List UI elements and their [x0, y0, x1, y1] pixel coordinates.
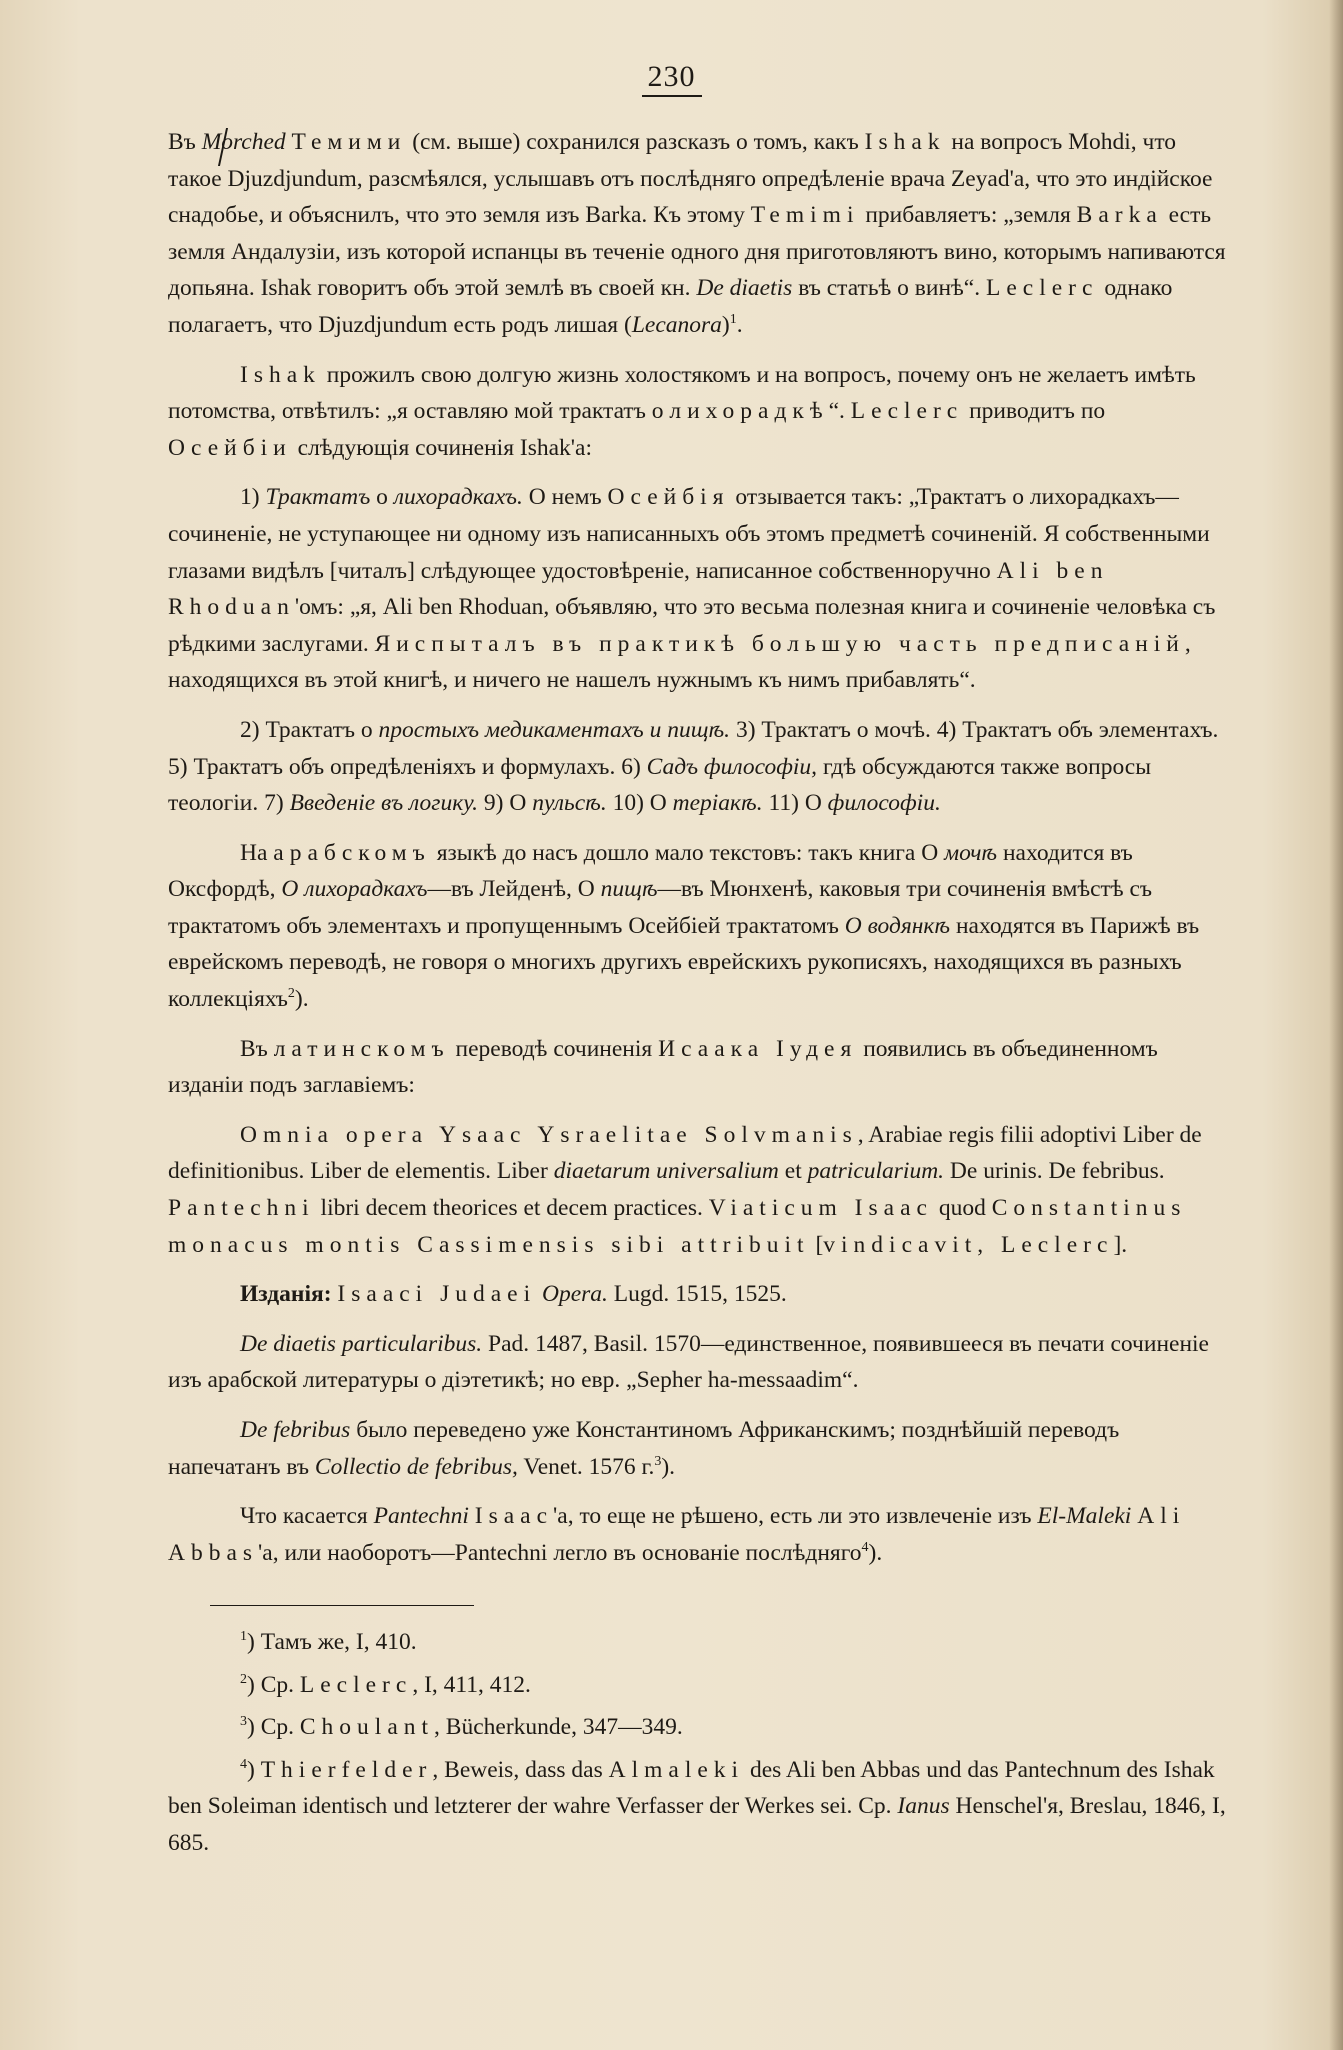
italic-run: De diaetis	[696, 275, 793, 302]
spaced-run: Ali ben Rhoduan	[168, 557, 1109, 621]
spaced-run: Leclerc	[850, 398, 964, 425]
italic-run: Collectio de febribus,	[314, 1453, 518, 1480]
italic-run: Ianus	[897, 1793, 950, 1820]
spaced-run: vindicavit, Leclerc	[823, 1231, 1114, 1258]
spaced-run: арабскомъ	[273, 839, 431, 866]
spaced-run: латинскомъ	[273, 1035, 450, 1062]
footnote: $^1$) Тамъ же, I, 410.	[240, 1629, 417, 1655]
paragraph: Въ латинскомъ переводѣ сочиненія Исаака Іудея появились въ объединенномъ изданіи подъ заглавіемъ:	[168, 1035, 1158, 1099]
spaced-run: Omnia opera Ysaac Ysraelitae Solvmanis	[240, 1121, 858, 1148]
spaced-run: Осейбіи	[168, 434, 292, 461]
italic-run: мочѣ	[944, 839, 998, 866]
spaced-run: Темими	[291, 129, 407, 155]
paragraph: De febribus было переведено уже Константиномъ Африканскимъ; позднѣйшій переводъ напечатанъ въ Collectio de febribus, Venet. 1576 г.$^3$).	[168, 1417, 1120, 1480]
spaced-run: лихорадкѣ	[669, 398, 829, 425]
spaced-run: Choulant	[299, 1714, 435, 1741]
spaced-run: Leclerc	[986, 275, 1099, 302]
italic-run: теріакѣ.	[672, 790, 763, 817]
paragraph: Въ Morched Темими (см. выше) сохранился разсказъ о томъ, какъ Ishak на вопросъ Mohdi, что такое Djuzdjundum, разсмѣялся, услышавъ отъ послѣдняго опредѣленіе врача Zeyad'а, что это индійское снадобье, и объяснилъ, что это земля изъ Barka. Къ этому Temimi прибавляетъ: „земля Barka есть земля Андалузіи, изъ которой испанцы въ теченіе одного дня приготовляютъ вино, которымъ напиваются допьяна. Ishak говоритъ объ этой землѣ въ своей кн. De diaetis въ статьѣ о винѣ“. Leclerc однако полагаетъ, что Djuzdjundum есть родъ лишая (Lecanora)$^1$.	[168, 129, 1226, 338]
page-edge-shadow	[1329, 0, 1343, 2050]
italic-run: О водянкѣ	[844, 912, 951, 939]
italic-run: Pantechni	[373, 1503, 469, 1530]
footnote-marker: 2	[240, 1671, 247, 1687]
spaced-run: Barka	[1076, 202, 1163, 229]
italic-run: пульсѣ.	[532, 790, 607, 817]
footnote-marker: 1	[729, 312, 737, 328]
italic-run: Садъ философіи,	[646, 753, 818, 780]
spaced-run: Ishak	[240, 361, 321, 388]
italic-run: О лихорадкахъ	[281, 876, 428, 903]
spaced-run: Almaleki	[608, 1756, 745, 1783]
paragraph: Omnia opera Ysaac Ysraelitae Solvmanis, Arabiae regis filii adoptivi Liber de definitionibus. Liber de elementis. Liber diaetarum universalium et patricularium. De urinis. De febribus. Pantechni libri decem theorices et decem practices. Viaticum Isaac quod Constantinus monacus montis Cassimensis sibi attribuit [vindicavit, Leclerc].	[168, 1121, 1202, 1258]
spaced-run: Temimi	[750, 202, 860, 229]
footnote-marker: 4	[240, 1756, 247, 1772]
bold-run: Изданія:	[240, 1281, 332, 1308]
italic-run: Трактатъ	[265, 484, 371, 511]
footnote-marker: 3	[240, 1714, 247, 1730]
italic-run: философіи.	[827, 790, 941, 817]
spaced-run: Constantinus monacus montis Cassimensis sibi attribuit	[168, 1195, 1187, 1258]
spaced-run: Thierfelder	[260, 1756, 433, 1783]
footnote-marker: 1	[240, 1629, 247, 1645]
spaced-run: Осейбія	[607, 484, 730, 511]
paragraph: На арабскомъ языкѣ до насъ дошло мало текстовъ: такъ книга О мочѣ находится въ Оксфордѣ, О лихорадкахъ—въ Лейденѣ, О пищѣ—въ Мюнхенѣ, каковыя три сочиненія вмѣстѣ съ трактатомъ объ элементахъ и пропущеннымъ Осейбіей трактатомъ О водянкѣ находятся въ Парижѣ въ еврейскомъ переводѣ, не говоря о многихъ другихъ еврейскихъ рукописяхъ, находящихся въ разныхъ коллекціяхъ$^2$).	[168, 839, 1200, 1013]
spaced-run: Pantechni	[168, 1195, 315, 1222]
paragraph: De diaetis particularibus. Pad. 1487, Basil. 1570—единственное, появившееся въ печати сочиненіе изъ арабской литературы о діэтетикѣ; но евр. „Sepher ha-messaadim“.	[168, 1330, 1209, 1394]
paragraph: Ishak прожилъ свою долгую жизнь холостякомъ и на вопросъ, почему онъ не желаетъ имѣть потомства, отвѣтилъ: „я оставляю мой трактатъ о лихорадкѣ“. Leclerc приводитъ по Осейбіи слѣдующія сочиненія Ishak'а:	[168, 361, 1196, 461]
spaced-run: Isaaci Judaei	[337, 1281, 537, 1308]
footnote-rule	[210, 1605, 474, 1606]
spaced-run: Leclerc	[299, 1671, 413, 1698]
footnote-marker: 3	[654, 1453, 662, 1469]
italic-run: El-Maleki	[1037, 1503, 1132, 1530]
paragraph: 2) Трактатъ о простыхъ медикаментахъ и пищѣ. 3) Трактатъ о мочѣ. 4) Трактатъ объ элементахъ. 5) Трактатъ объ опредѣленіяхъ и формулахъ. 6) Садъ философіи, гдѣ обсуждаются также вопросы теологіи. 7) Введеніе въ логику. 9) О пульсѣ. 10) О теріакѣ. 11) О философіи.	[168, 716, 1219, 817]
footnote-marker: 4	[861, 1539, 869, 1555]
spaced-run: Viaticum Isaac	[708, 1195, 933, 1222]
paragraph: 1) Трактатъ о лихорадкахъ. О немъ Осейбія отзывается такъ: „Трактатъ о лихорадкахъ—сочиненіе, не уступающее ни одному изъ написанныхъ объ этомъ предметѣ сочиненій. Я собственными глазами видѣлъ [читалъ] слѣдующее удостовѣреніе, написанное собственноручно Ali ben Rhoduan'омъ: „я, Ali ben Rhoduan, объявляю, что это весьма полезная книга и сочиненіе человѣка съ рѣдкими заслугами. Я испыталъ въ практикѣ большую часть предписаній, находящихся въ этой книгѣ, и ничего не нашелъ нужнымъ къ нимъ прибавлять“.	[168, 484, 1216, 694]
paragraph: Изданія: Isaaci Judaei Opera. Lugd. 1515, 1525.	[240, 1281, 787, 1308]
italic-run: Lecanora	[631, 311, 722, 338]
italic-run: Opera.	[542, 1281, 608, 1308]
italic-run: Введеніе въ логику.	[289, 790, 479, 817]
footnote: $^4$) Thierfelder, Beweis, dass das Almaleki des Ali ben Abbas und das Pantechnum des Ishak ben Soleiman identisch und letzterer der wahre Verfasser der Werkes sei. Cp. Ianus Henschel'я, Breslau, 1846, I, 685.	[168, 1756, 1226, 1856]
italic-run: De febribus	[240, 1417, 351, 1443]
italic-run: De diaetis particularibus.	[240, 1330, 483, 1357]
footnote: $^2$) Ср. Leclerc, I, 411, 412.	[240, 1671, 531, 1698]
spaced-run: испыталъ въ практикѣ большую часть предписаній	[396, 630, 1185, 657]
spaced-run: Ishak	[864, 129, 946, 155]
spaced-run: Исаака Іудея	[658, 1035, 858, 1062]
body-text	[168, 124, 1226, 1571]
page-number: 230	[0, 60, 1343, 94]
spaced-run: Ali Abbas	[168, 1503, 1186, 1566]
italic-run: простыхъ медикаментахъ и пищѣ.	[378, 716, 731, 743]
italic-run: лихорадкахъ.	[393, 484, 523, 511]
italic-run: diaetarum universalium	[553, 1158, 779, 1185]
italic-run: patricularium.	[807, 1158, 945, 1185]
footnote: $^3$) Ср. Choulant, Bücherkunde, 347—349.	[240, 1714, 683, 1741]
footnote-marker: 2	[287, 986, 295, 1002]
italic-run: пищѣ	[600, 876, 658, 903]
paragraph: Что касается Pantechni Isaac'а, то еще не рѣшено, есть ли это извлеченіе изъ El-Maleki Ali Abbas'а, или наоборотъ—Pantechni легло въ основаніе послѣдняго$^4$).	[168, 1503, 1186, 1566]
spaced-run: Isaac	[474, 1503, 554, 1530]
italic-run: Morched	[201, 129, 286, 155]
footnotes	[168, 1624, 1226, 1868]
